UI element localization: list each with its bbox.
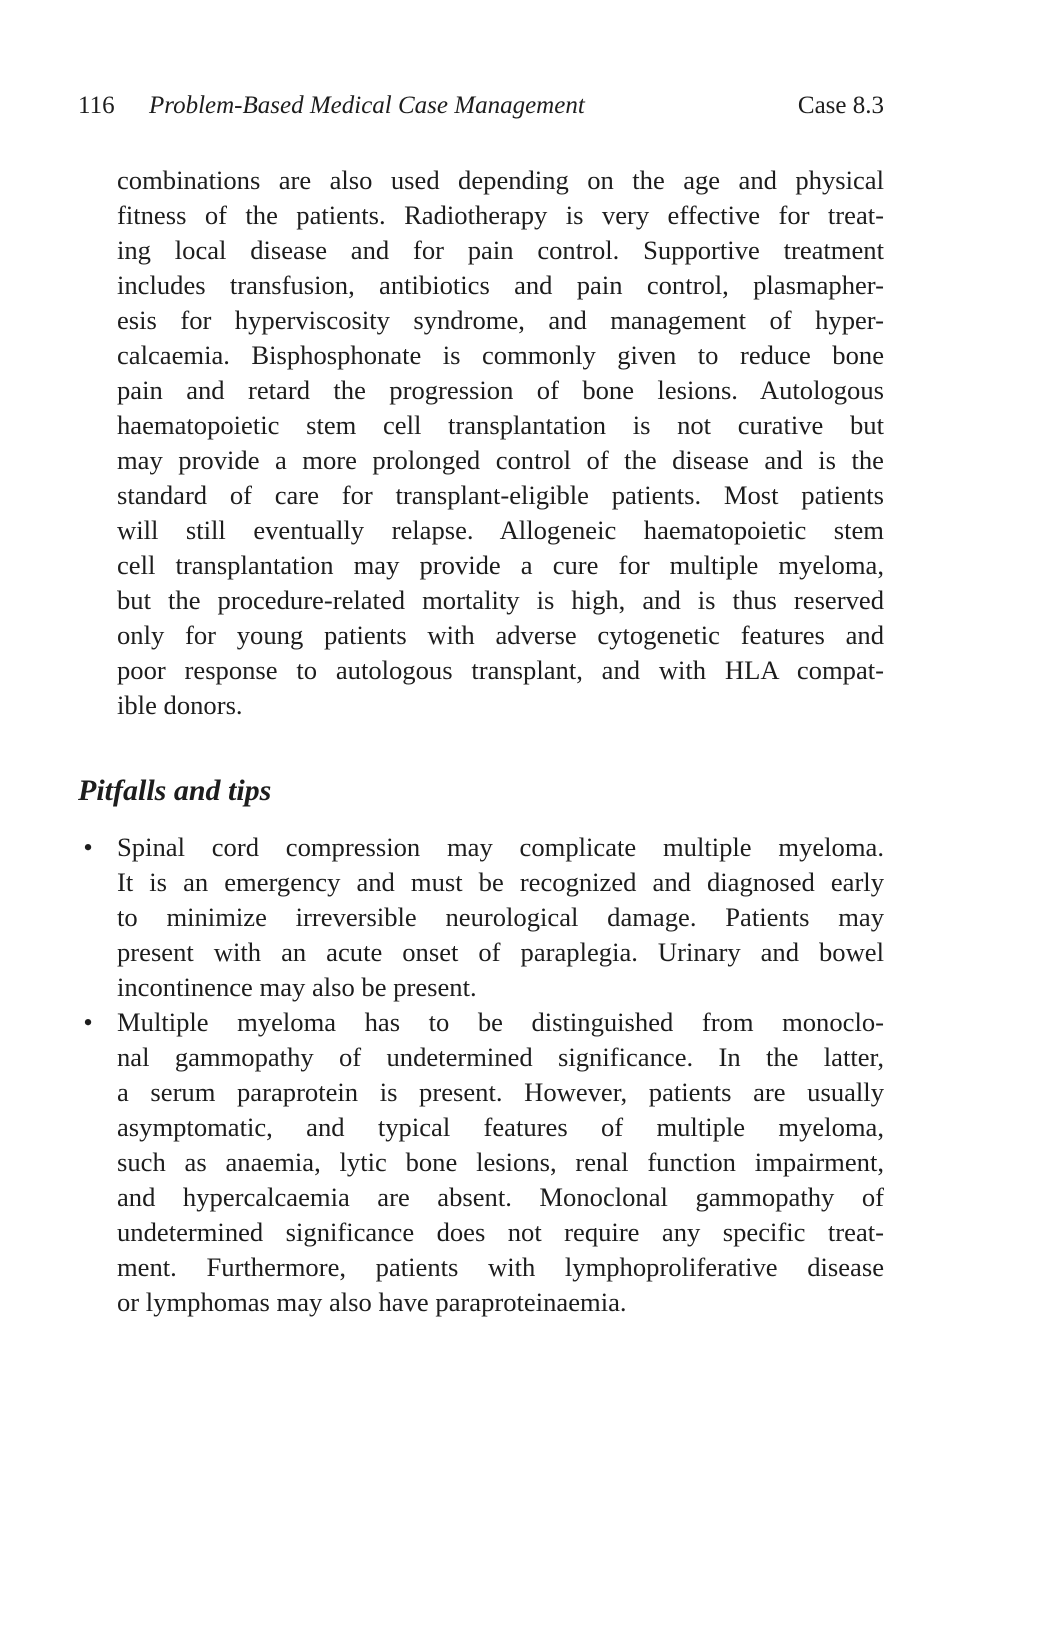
paragraph-line: haematopoietic stem cell transplantation is not curative but (117, 410, 884, 440)
bullet-line: asymptomatic, and typical features of multiple myeloma, (117, 1112, 884, 1142)
paragraph-line: poor response to autologous transplant, and with HLA compat- (117, 655, 884, 685)
book-title: Problem-Based Medical Case Management (149, 92, 585, 119)
bullet-line: incontinence may also be present. (117, 972, 477, 1002)
paragraph-line: may provide a more prolonged control of the disease and is the (117, 445, 884, 475)
bullet-line: nal gammopathy of undetermined significance. In the latter, (117, 1042, 884, 1072)
paragraph-line: only for young patients with adverse cytogenetic features and (117, 620, 884, 650)
list-item (78, 1005, 884, 1320)
bullet-icon: • (83, 832, 93, 862)
bullet-line: to minimize irreversible neurological damage. Patients may (117, 902, 884, 932)
bullet-line: a serum paraprotein is present. However, patients are usually (117, 1077, 884, 1107)
pitfalls-list (78, 830, 884, 1320)
bullet-icon: • (83, 1007, 93, 1037)
paragraph-line: will still eventually relapse. Allogeneic haematopoietic stem (117, 515, 884, 545)
paragraph-line: but the procedure-related mortality is high, and is thus reserved (117, 585, 884, 615)
bullet-line: and hypercalcaemia are absent. Monoclonal gammopathy of (117, 1182, 884, 1212)
bullet-line: Multiple myeloma has to be distinguished from monoclo- (117, 1007, 884, 1037)
bullet-line: undetermined significance does not require any specific treat- (117, 1217, 884, 1247)
paragraph-line: esis for hyperviscosity syndrome, and management of hyper- (117, 305, 884, 335)
paragraph-line: ing local disease and for pain control. Supportive treatment (117, 235, 884, 265)
bullet-line: such as anaemia, lytic bone lesions, renal function impairment, (117, 1147, 884, 1177)
page-header (78, 86, 884, 126)
body-paragraph (117, 163, 884, 723)
bullet-line: It is an emergency and must be recognized and diagnosed early (117, 867, 884, 897)
page-number: 116 (78, 92, 115, 119)
paragraph-line: includes transfusion, antibiotics and pain control, plasmapher- (117, 270, 884, 300)
paragraph-line: calcaemia. Bisphosphonate is commonly given to reduce bone (117, 340, 884, 370)
bullet-line: ment. Furthermore, patients with lymphoproliferative disease (117, 1252, 884, 1282)
paragraph-line: pain and retard the progression of bone lesions. Autologous (117, 375, 884, 405)
section-heading: Pitfalls and tips (78, 774, 272, 807)
paragraph-line: cell transplantation may provide a cure for multiple myeloma, (117, 550, 884, 580)
bullet-line: Spinal cord compression may complicate multiple myeloma. (117, 832, 884, 862)
bullet-line: or lymphomas may also have paraproteinaemia. (117, 1287, 627, 1317)
paragraph-line: fitness of the patients. Radiotherapy is very effective for treat- (117, 200, 884, 230)
paragraph-line: combinations are also used depending on the age and physical (117, 165, 884, 195)
bullet-line: present with an acute onset of paraplegia. Urinary and bowel (117, 937, 884, 967)
list-item (78, 830, 884, 1005)
paragraph-line: ible donors. (117, 690, 243, 720)
case-label: Case 8.3 (797, 92, 884, 119)
paragraph-line: standard of care for transplant-eligible patients. Most patients (117, 480, 884, 510)
